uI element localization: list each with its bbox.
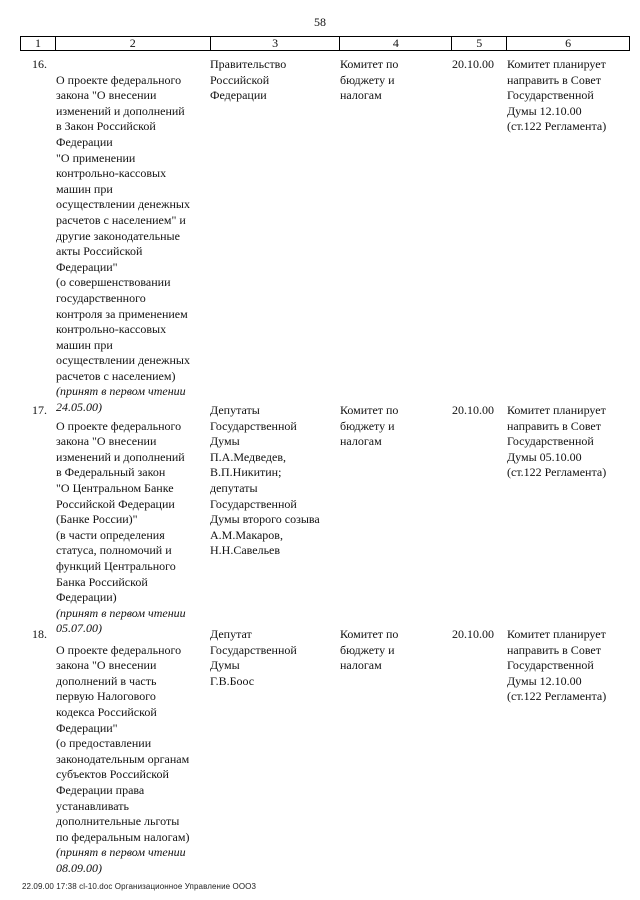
reading-note: (принят в первом чтении 05.07.00): [56, 605, 186, 636]
bill-title-text: О проекте федерального закона "О внесении изменений и дополнений в Федеральный закон "О Центральном Банке Российской Федерации (Банке России)" (в части определения статуса, полномочий и функций Центрального Банка Российской Федерации): [56, 418, 185, 605]
review-date: 20.10.00: [452, 403, 494, 417]
responsible-committee: Комитет по бюджету и налогам: [340, 403, 399, 449]
bill-title: [56, 57, 226, 431]
entry-number: 18.: [32, 627, 47, 641]
column-number-3: 3: [210, 37, 340, 51]
responsible-committee: Комитет по бюджету и налогам: [340, 57, 399, 103]
reading-note: (принят в первом чтении 08.09.00): [56, 845, 186, 875]
bill-status: Комитет планирует направить в Совет Государственной Думы 12.10.00 (ст.122 Регламента): [507, 627, 607, 704]
column-number-1: 1: [21, 37, 56, 51]
column-number-4: 4: [340, 37, 452, 51]
bill-author: Депутат Государственной Думы Г.В.Боос: [210, 627, 297, 688]
review-date: 20.10.00: [452, 627, 494, 641]
column-number-row: [20, 36, 630, 51]
column-number-6: 6: [507, 37, 630, 51]
column-number-2: 2: [55, 37, 210, 51]
entry-number: 17.: [32, 403, 47, 417]
bill-author: Депутаты Государственной Думы П.А.Медведев, В.П.Никитин; депутаты Государственной Думы второго созыва А.М.Макаров, Н.Н.Савельев: [210, 403, 320, 558]
review-date: 20.10.00: [452, 57, 494, 71]
bill-title-text: О проекте федерального закона "О внесении изменений и дополнений в Закон Российской Федерации "О применении контрольно-кассовых машин при осуществлении денежных расчетов с населением" и другие законодательные акты Российской Федерации" (о совершенствовании государственного контроля за применением контрольно-кассовых машин при осуществлении денежных расчетов с населением): [56, 72, 190, 383]
bill-title: [56, 627, 226, 892]
document-footer: 22.09.00 17:38 cl-10.doc Организационное Управление ООО3: [22, 882, 257, 891]
reading-note: (принят в первом чтении 24.05.00): [56, 384, 186, 415]
entry-number: 16.: [32, 57, 47, 71]
bill-status: Комитет планирует направить в Совет Государственной Думы 05.10.00 (ст.122 Регламента): [507, 403, 607, 480]
page-number: 58: [314, 15, 326, 29]
bill-author: Правительство Российской Федерации: [210, 57, 287, 103]
bill-status: Комитет планирует направить в Совет Государственной Думы 12.10.00 (ст.122 Регламента): [507, 57, 607, 134]
bill-title: [56, 403, 226, 653]
bill-title-text: О проекте федерального закона "О внесении дополнений в часть первую Налогового кодекса Российской Федерации" (о предоставлении законодательным органам субъектов Российской Федерации права устанавливать дополнительные льготы по федеральным налогам): [56, 642, 190, 844]
responsible-committee: Комитет по бюджету и налогам: [340, 627, 399, 673]
column-number-5: 5: [452, 37, 507, 51]
